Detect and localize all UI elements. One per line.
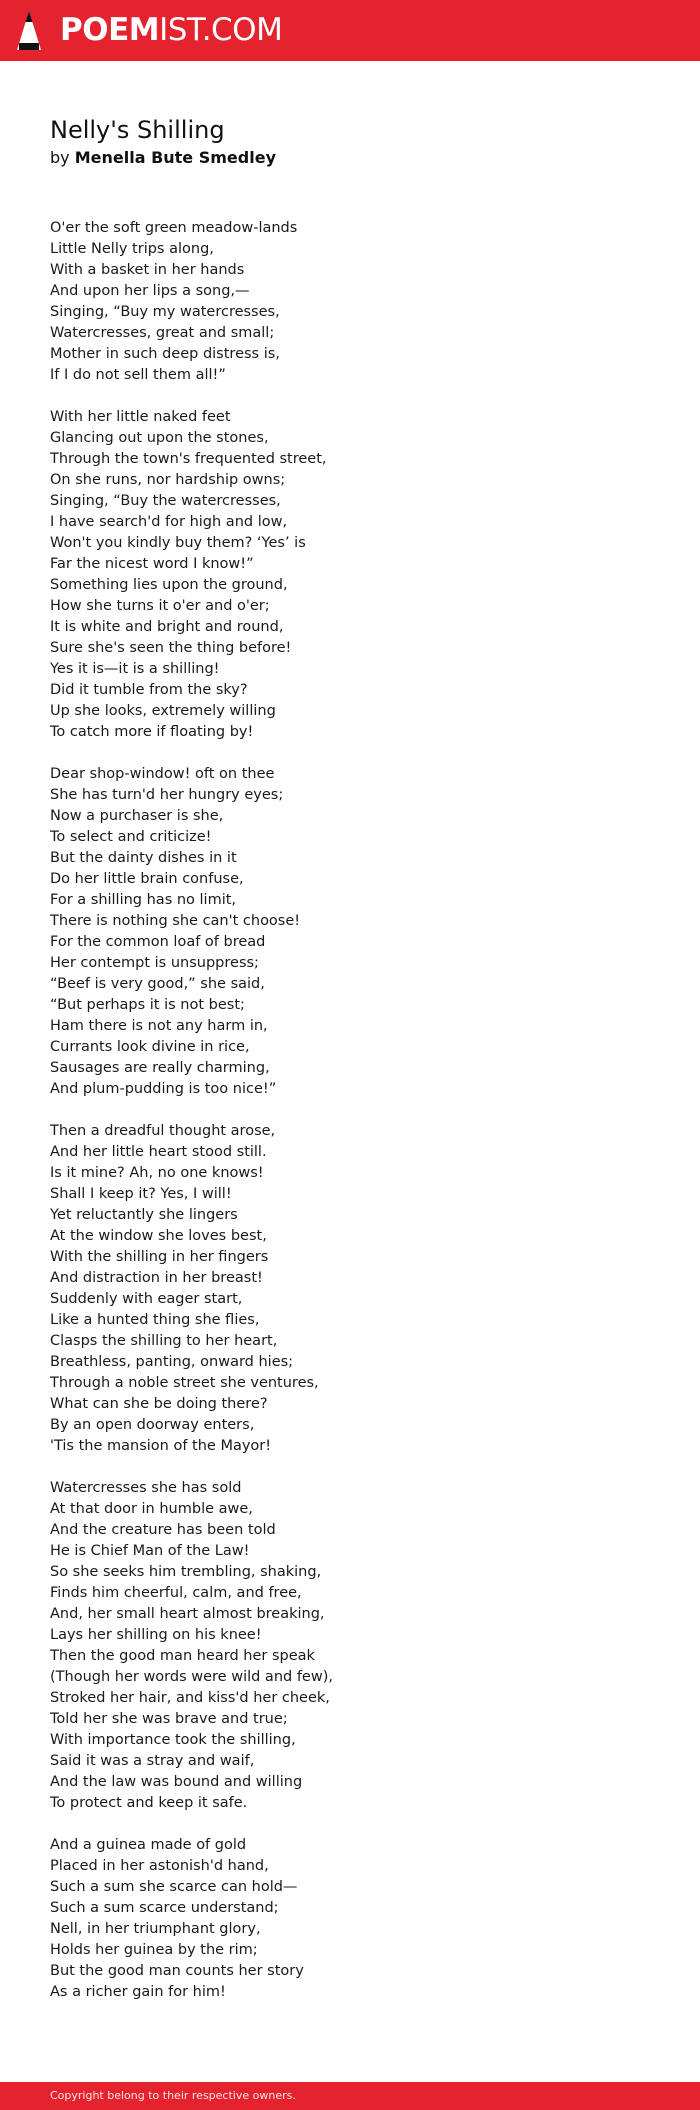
poem-body [50,218,650,2024]
poem-line: Something lies upon the ground, [50,577,288,593]
poem-line: With the shilling in her fingers [50,1249,269,1265]
poem-line: (Though her words were wild and few), [50,1669,333,1685]
poem-stanza [50,218,650,386]
poem-line: With importance took the shilling, [50,1732,296,1748]
poem-line: If I do not sell them all!” [50,367,226,383]
poem-line: And the law was bound and willing [50,1774,303,1790]
site-logo-link[interactable] [60,11,282,49]
poem-line: To catch more if floating by! [50,724,254,740]
poem-line: Then the good man heard her speak [50,1648,315,1664]
poem-line: On she runs, nor hardship owns; [50,472,286,488]
poem-line: Such a sum scarce understand; [50,1900,279,1916]
poem-line: Watercresses, great and small; [50,325,275,341]
poem-line: Such a sum she scarce can hold— [50,1879,298,1895]
poem-line: There is nothing she can't choose! [50,913,301,929]
poem-line: And upon her lips a song,— [50,283,250,299]
logo-bold-text: POEM [60,12,160,48]
poem-line: And a guinea made of gold [50,1837,247,1853]
poem-line: Currants look divine in rice, [50,1039,250,1055]
poem-line: But the good man counts her story [50,1963,304,1979]
poem-line: At that door in humble awe, [50,1501,253,1517]
poem-line: At the window she loves best, [50,1228,267,1244]
poem-line: Holds her guinea by the rim; [50,1942,258,1958]
poem-line: 'Tis the mansion of the Mayor! [50,1438,272,1454]
poem-byline [50,147,276,169]
poem-line: “Beef is very good,” she said, [50,976,265,992]
poem-line: Yes it is—it is a shilling! [50,661,220,677]
poem-line: Finds him cheerful, calm, and free, [50,1585,302,1601]
poem-stanza [50,1121,650,1457]
poem-line: By an open doorway enters, [50,1417,255,1433]
poem-line: Glancing out upon the stones, [50,430,269,446]
poem-line: But the dainty dishes in it [50,850,237,866]
pencil-tip-icon[interactable] [15,10,43,52]
poem-line: Is it mine? Ah, no one knows! [50,1165,264,1181]
poem-line: Clasps the shilling to her heart, [50,1333,278,1349]
poem-line: “But perhaps it is not best; [50,997,245,1013]
poem-stanza [50,1835,650,2003]
poem-line: Singing, “Buy the watercresses, [50,493,281,509]
poem-stanza [50,764,650,1100]
poem-line: Up she looks, extremely willing [50,703,276,719]
poem-line: Suddenly with eager start, [50,1291,243,1307]
poem-line: Like a hunted thing she flies, [50,1312,260,1328]
poem-line: And distraction in her breast! [50,1270,263,1286]
poem-line: Singing, “Buy my watercresses, [50,304,280,320]
poem-line: How she turns it o'er and o'er; [50,598,270,614]
poem-line: Through a noble street she ventures, [50,1375,319,1391]
poem-line: Placed in her astonish'd hand, [50,1858,269,1874]
poem-stanza [50,1478,650,1814]
site-footer [0,2082,700,2110]
poem-line: Yet reluctantly she lingers [50,1207,238,1223]
poem-line: For a shilling has no limit, [50,892,237,908]
poem-line: With her little naked feet [50,409,231,425]
poem-line: Far the nicest word I know!” [50,556,254,572]
poem-line: Mother in such deep distress is, [50,346,280,362]
poem-line: Then a dreadful thought arose, [50,1123,276,1139]
author-name[interactable]: Menella Bute Smedley [74,148,276,167]
poem-line: O'er the soft green meadow-lands [50,220,298,236]
poem-line: So she seeks him trembling, shaking, [50,1564,322,1580]
poem-line: To select and criticize! [50,829,212,845]
site-header [0,0,700,61]
poem-line: Her contempt is unsuppress; [50,955,259,971]
poem-line: It is white and bright and round, [50,619,284,635]
poem-line: Do her little brain confuse, [50,871,244,887]
poem-line: She has turn'd her hungry eyes; [50,787,284,803]
by-label: by [50,148,70,167]
poem-line: Shall I keep it? Yes, I will! [50,1186,232,1202]
poem-stanza [50,407,650,743]
poem-line: I have search'd for high and low, [50,514,288,530]
copyright-text: Copyright belong to their respective owners. [50,2089,296,2102]
poem-line: And plum-pudding is too nice!” [50,1081,277,1097]
poem-line: Nell, in her triumphant glory, [50,1921,261,1937]
logo-light-text: IST.COM [159,12,283,48]
poem-line: Now a purchaser is she, [50,808,224,824]
poem-line: Lays her shilling on his knee! [50,1627,262,1643]
poem-line: Watercresses she has sold [50,1480,242,1496]
poem-line: Ham there is not any harm in, [50,1018,268,1034]
poem-line: And the creature has been told [50,1522,276,1538]
poem-line: Sausages are really charming, [50,1060,270,1076]
poem-title: Nelly's Shilling [50,116,225,144]
poem-line: For the common loaf of bread [50,934,266,950]
poem-line: As a richer gain for him! [50,1984,226,2000]
poem-line: Dear shop-window! oft on thee [50,766,275,782]
poem-line: To protect and keep it safe. [50,1795,248,1811]
poem-line: Breathless, panting, onward hies; [50,1354,294,1370]
poem-line: Through the town's frequented street, [50,451,327,467]
poem-line: And her little heart stood still. [50,1144,267,1160]
poem-line: Little Nelly trips along, [50,241,214,257]
poem-line: Won't you kindly buy them? ‘Yes’ is [50,535,306,551]
poem-line: Told her she was brave and true; [50,1711,288,1727]
poem-line: Did it tumble from the sky? [50,682,248,698]
poem-line: What can she be doing there? [50,1396,268,1412]
poem-line: Stroked her hair, and kiss'd her cheek, [50,1690,330,1706]
poem-line: And, her small heart almost breaking, [50,1606,325,1622]
poem-line: Sure she's seen the thing before! [50,640,292,656]
poem-line: With a basket in her hands [50,262,245,278]
poem-line: Said it was a stray and waif, [50,1753,255,1769]
poem-line: He is Chief Man of the Law! [50,1543,250,1559]
